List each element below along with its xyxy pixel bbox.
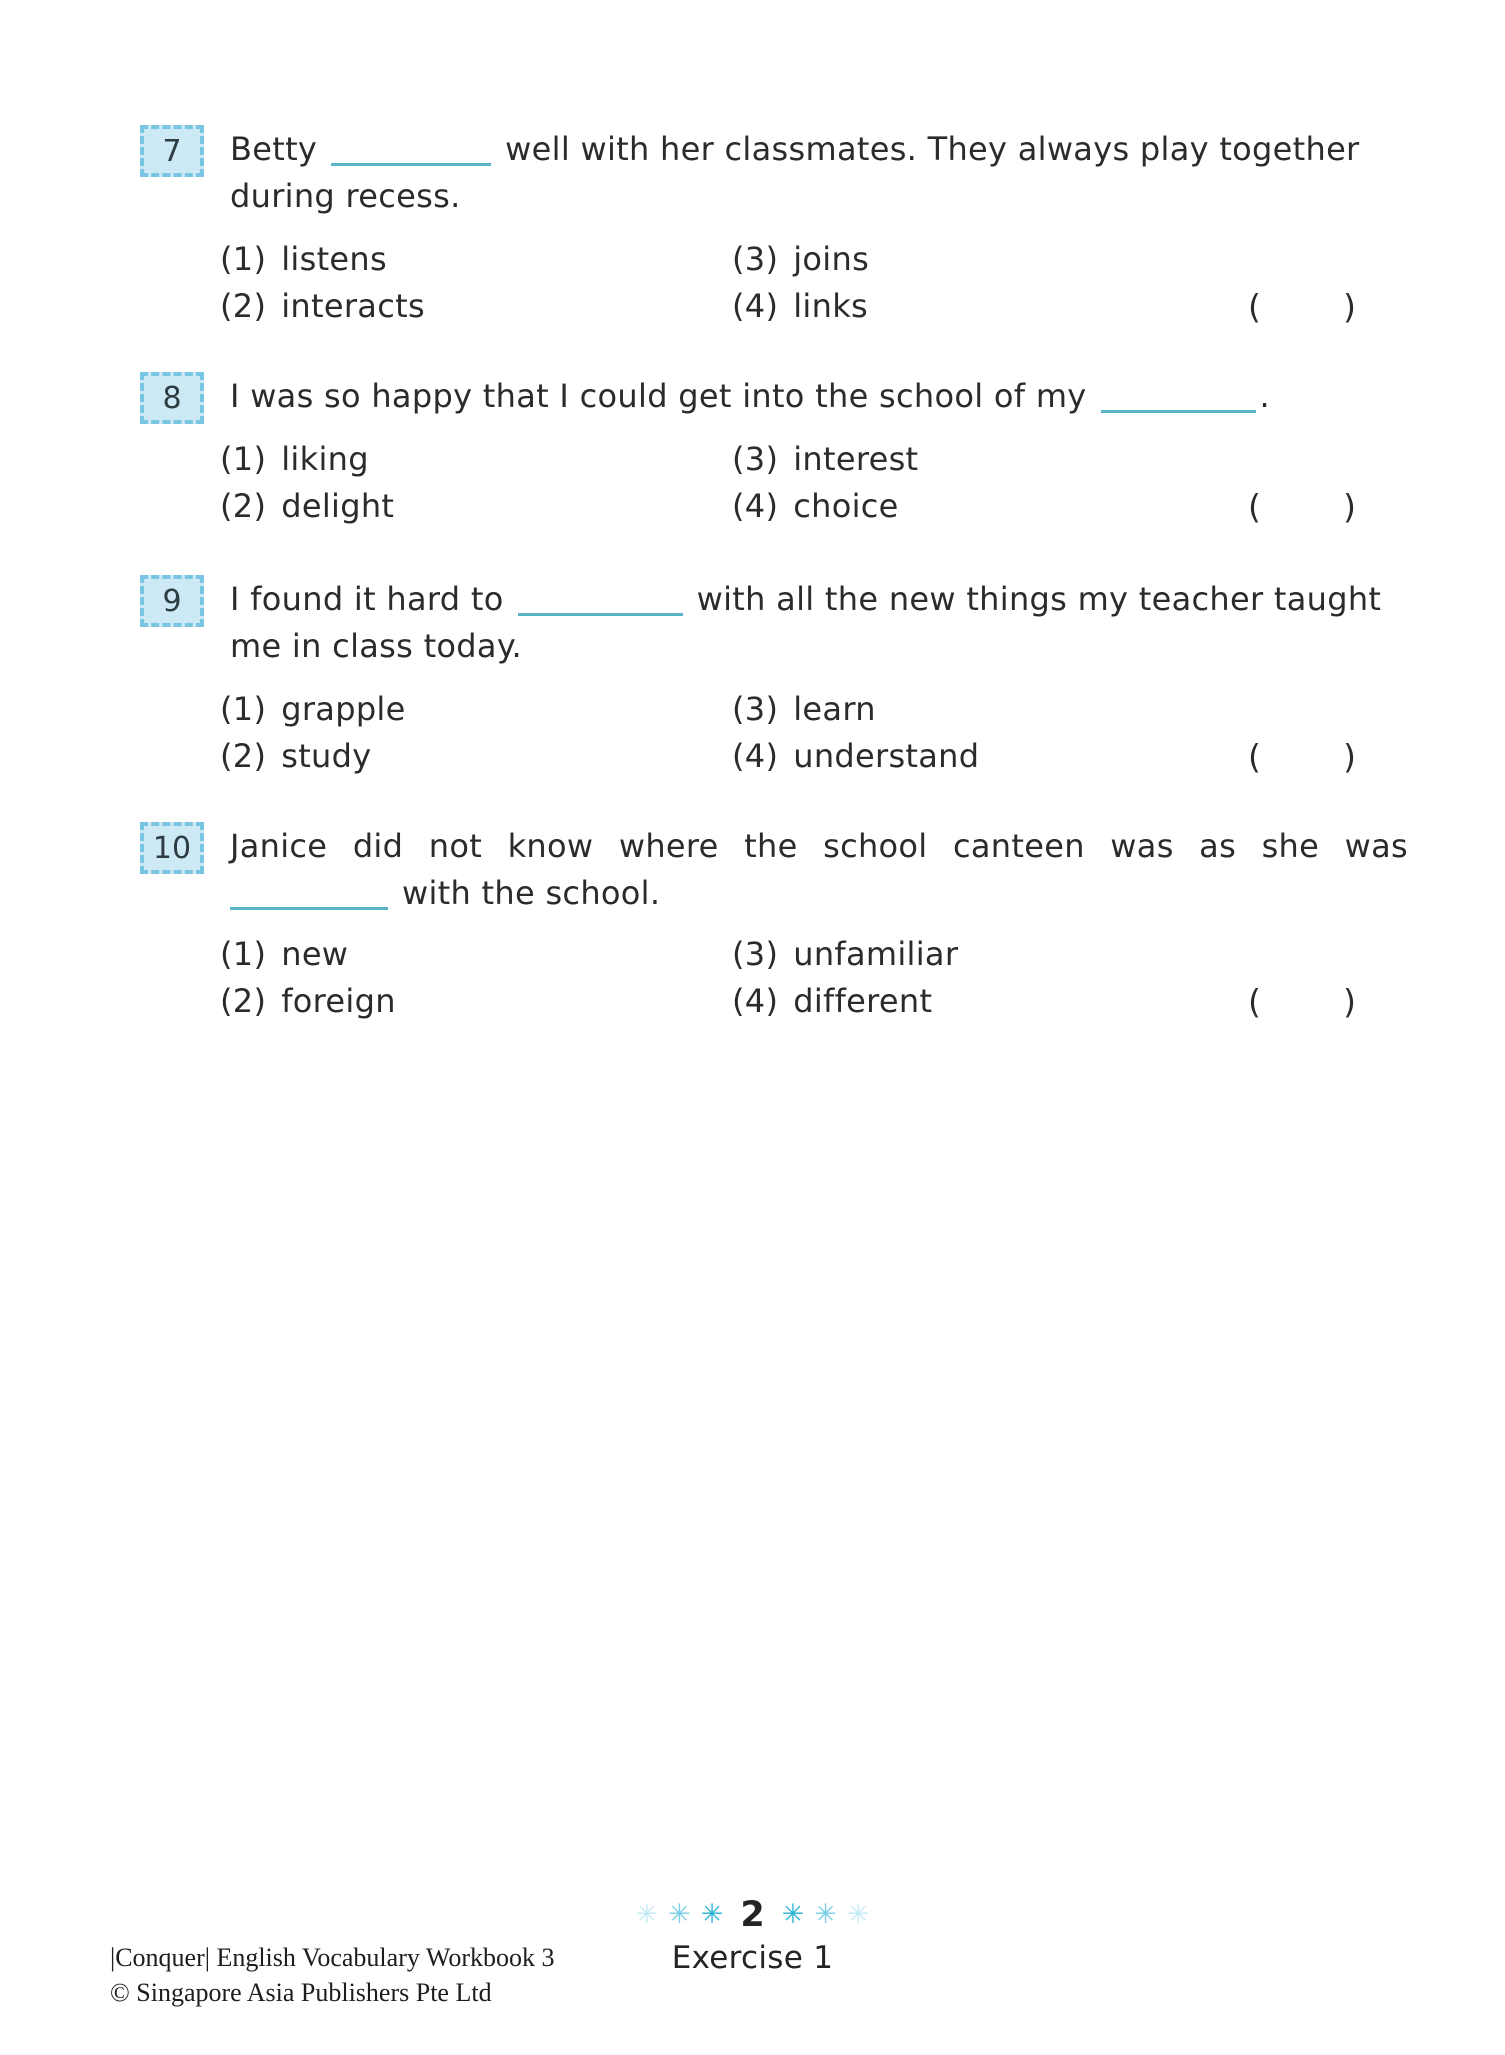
snowflake-icon: ✳: [781, 1899, 805, 1930]
answer-paren-open: (: [1248, 737, 1261, 776]
question-line-2: [230, 173, 1408, 220]
option-text: study: [281, 737, 372, 775]
option-label: (4): [732, 487, 779, 525]
question-text: [230, 126, 1408, 220]
snowflake-icon: ✳: [846, 1899, 870, 1930]
option-4: [732, 487, 899, 525]
answer-blank: [230, 907, 388, 910]
option-2: [220, 287, 425, 325]
options-row-1: [220, 440, 1405, 487]
answer-paren-close: ): [1343, 487, 1356, 526]
option-text: foreign: [281, 982, 396, 1020]
option-text: interacts: [281, 287, 425, 325]
answer-parens: [1248, 982, 1356, 1021]
option-4: [732, 737, 979, 775]
option-4: [732, 982, 932, 1020]
question-line-text: with all the new things my teacher taught: [696, 580, 1382, 618]
option-label: (1): [220, 935, 267, 973]
answer-blank: [1101, 410, 1256, 413]
option-text: choice: [793, 487, 899, 525]
question-line-text: during recess.: [230, 177, 461, 215]
option-1: [220, 240, 387, 278]
option-text: understand: [793, 737, 980, 775]
answer-parens: [1248, 737, 1356, 776]
option-text: links: [793, 287, 868, 325]
page-number-decoration: [0, 1895, 1505, 1935]
snowflake-icon: ✳: [635, 1899, 659, 1930]
option-4: [732, 287, 868, 325]
answer-parens: [1248, 287, 1356, 326]
option-label: (4): [732, 982, 779, 1020]
question-line-text: I found it hard to: [230, 580, 504, 618]
question-text: [230, 576, 1408, 670]
question-number-box: [140, 575, 204, 627]
option-label: (2): [220, 737, 267, 775]
question-number-box: [140, 372, 204, 424]
options-row-2: [220, 487, 1405, 534]
question-line-1: [230, 576, 1408, 623]
option-text: joins: [793, 240, 870, 278]
answer-blank: [518, 613, 683, 616]
question-line-text: me in class today.: [230, 627, 522, 665]
page-number: 2: [740, 1895, 765, 1935]
option-1: [220, 690, 406, 728]
question-text: [230, 823, 1408, 917]
footer-imprint: [110, 1940, 555, 2010]
option-text: unfamiliar: [793, 935, 959, 973]
option-text: grapple: [281, 690, 406, 728]
option-3: [732, 690, 876, 728]
answer-paren-close: ): [1343, 287, 1356, 326]
question-line-text: I was so happy that I could get into the school of my: [230, 377, 1087, 415]
book-title: |Conquer| English Vocabulary Workbook 3: [110, 1943, 555, 1972]
question-line-text: Janice did not know where the school canteen was as she was: [230, 827, 1408, 865]
options-row-1: [220, 240, 1405, 287]
option-text: new: [281, 935, 349, 973]
question-number-box: [140, 125, 204, 177]
snowflake-icon: ✳: [814, 1899, 837, 1930]
option-text: liking: [281, 440, 369, 478]
option-label: (3): [732, 690, 779, 728]
question-line-2: [230, 870, 1408, 917]
option-label: (1): [220, 690, 267, 728]
options-row-1: [220, 690, 1405, 737]
answer-paren-open: (: [1248, 287, 1261, 326]
question-line-text: well with her classmates. They always play together: [505, 130, 1360, 168]
snowflake-icon: ✳: [668, 1899, 691, 1930]
question-line-1: [230, 373, 1408, 420]
option-3: [732, 935, 958, 973]
option-1: [220, 440, 369, 478]
question-line-1: [230, 823, 1408, 870]
option-2: [220, 737, 371, 775]
question-line-2: [230, 623, 1408, 670]
option-text: different: [793, 982, 933, 1020]
question-number: 10: [152, 830, 192, 866]
option-text: listens: [281, 240, 387, 278]
option-label: (3): [732, 240, 779, 278]
question-line-text: .: [1259, 377, 1271, 415]
option-label: (1): [220, 440, 267, 478]
option-label: (1): [220, 240, 267, 278]
question-number-box: [140, 822, 204, 874]
answer-paren-open: (: [1248, 487, 1261, 526]
answer-paren-close: ): [1343, 737, 1356, 776]
option-label: (4): [732, 287, 779, 325]
options-row-2: [220, 737, 1405, 784]
snowflake-icon: ✳: [700, 1899, 724, 1930]
option-text: learn: [793, 690, 876, 728]
options-row-2: [220, 982, 1405, 1029]
question-number: 7: [162, 133, 182, 169]
option-text: interest: [793, 440, 919, 478]
options-row-2: [220, 287, 1405, 334]
question-text: [230, 373, 1408, 420]
options-row-1: [220, 935, 1405, 982]
copyright: © Singapore Asia Publishers Pte Ltd: [110, 1978, 492, 2007]
option-label: (2): [220, 982, 267, 1020]
answer-blank: [331, 163, 491, 166]
question-line-1: [230, 126, 1408, 173]
option-label: (4): [732, 737, 779, 775]
option-3: [732, 240, 869, 278]
answer-paren-close: ): [1343, 982, 1356, 1021]
option-label: (2): [220, 487, 267, 525]
question-number: 9: [162, 583, 182, 619]
question-line-text: Betty: [230, 130, 318, 168]
option-2: [220, 982, 396, 1020]
exercise-label: Exercise 1: [671, 1940, 834, 1976]
question-number: 8: [162, 380, 182, 416]
option-3: [732, 440, 918, 478]
option-1: [220, 935, 348, 973]
option-2: [220, 487, 394, 525]
answer-paren-open: (: [1248, 982, 1261, 1021]
question-line-text: with the school.: [402, 874, 661, 912]
option-label: (3): [732, 935, 779, 973]
option-text: delight: [281, 487, 395, 525]
answer-parens: [1248, 487, 1356, 526]
option-label: (3): [732, 440, 779, 478]
option-label: (2): [220, 287, 267, 325]
